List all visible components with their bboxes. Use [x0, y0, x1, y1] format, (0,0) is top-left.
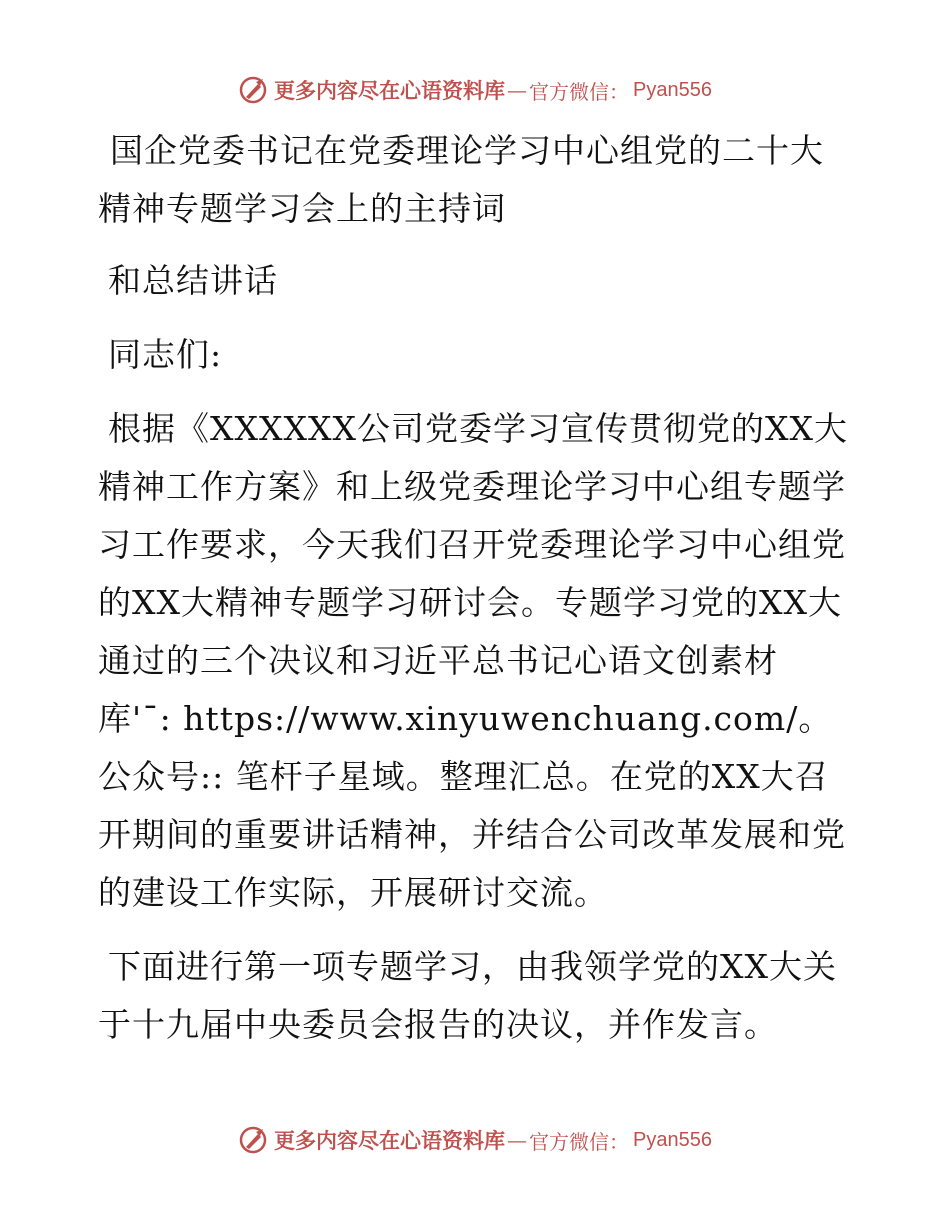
quill-seal-icon	[238, 75, 268, 105]
banner-wechat-label: 官方微信：	[529, 79, 630, 104]
banner-dash: —	[507, 1128, 528, 1152]
banner-wechat-label: 官方微信：	[529, 1129, 630, 1154]
footer-banner	[0, 1120, 950, 1160]
document-title: 国企党委书记在党委理论学习中心组党的二十大精神专题学习会上的主持词	[98, 131, 824, 228]
banner-wechat-id: Pyan556	[633, 78, 712, 101]
paragraph-1: 根据《XXXXXX公司党委学习宣传贯彻党的XX大精神工作方案》和上级党委理论学习中心组专题学习工作要求，今天我们召开党委理论学习中心组党的XX大精神专题学习研讨会。专题学习党的XX大通过的三个决议和习近平总书记心语文创素材库'¯: https://www.xinyuwenchuang.com/。公众号:: 笔杆子星域。整理汇总。在党的XX大召开期间的重要讲话精神，并结合公司改革发展和党的建设工作实际，开展研讨交流。	[98, 409, 848, 912]
banner-slogan: 更多内容尽在心语资料库	[274, 78, 506, 103]
banner-wechat-id: Pyan556	[633, 1128, 712, 1151]
banner-dash: —	[507, 78, 528, 102]
document-body	[98, 122, 850, 1070]
header-banner	[0, 70, 950, 110]
banner-slogan: 更多内容尽在心语资料库	[274, 1128, 506, 1153]
greeting: 同志们:	[108, 335, 223, 374]
paragraph-2: 下面进行第一项专题学习，由我领学党的XX大关于十九届中央委员会报告的决议，并作发言。	[98, 947, 837, 1044]
quill-seal-icon	[238, 1125, 268, 1155]
document-subtitle: 和总结讲话	[108, 261, 278, 300]
